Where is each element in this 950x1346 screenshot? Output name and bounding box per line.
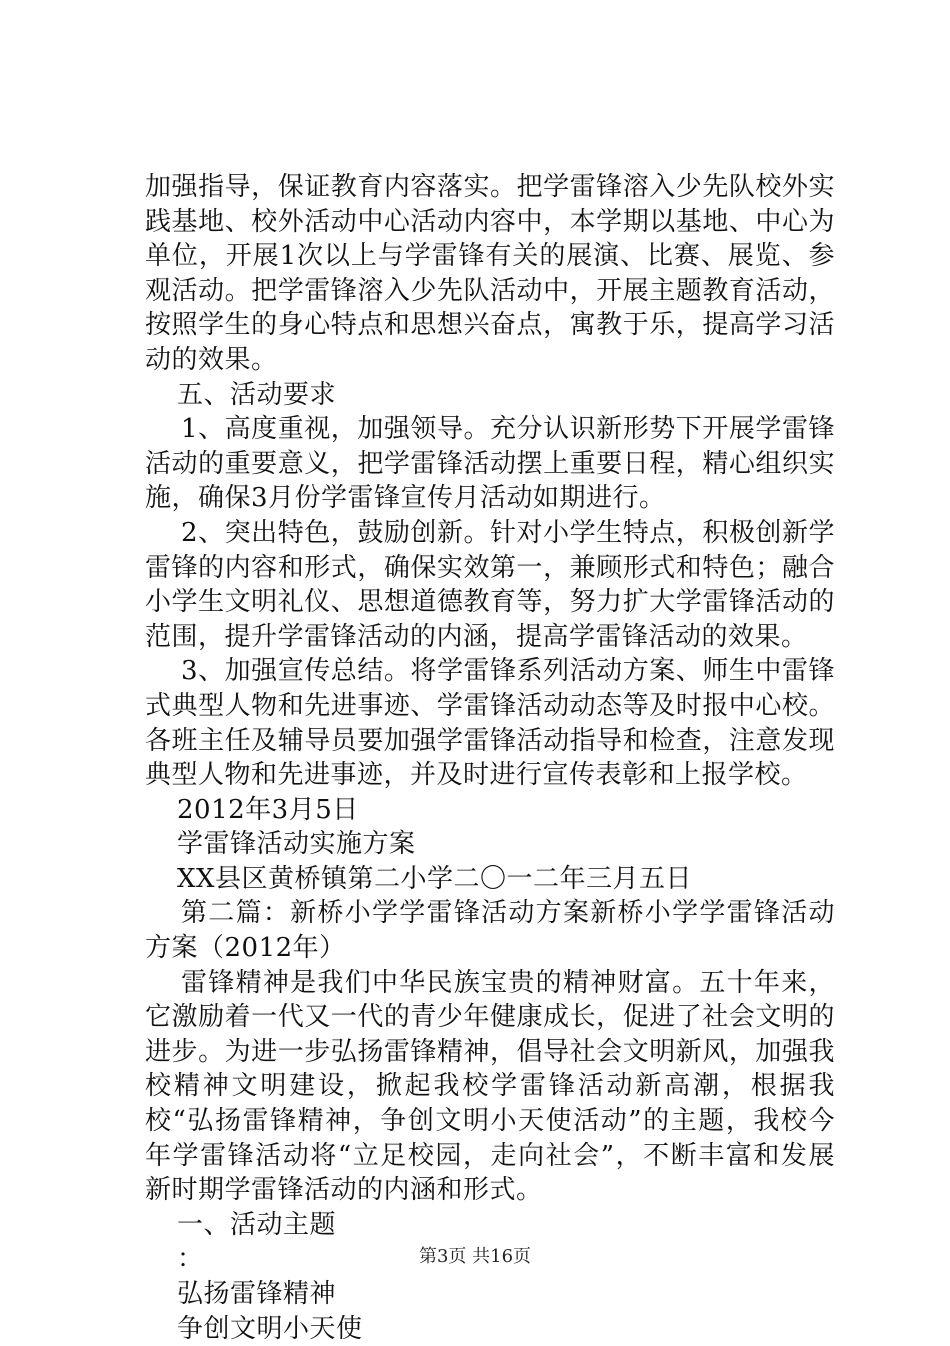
theme-line-1: 弘扬雷锋精神 — [177, 1279, 337, 1309]
chapter-heading: 第二篇：新桥小学学雷锋活动方案新桥小学学雷锋活动方案（2012年） — [145, 898, 835, 964]
paragraph-requirement-1: 1、高度重视，加强领导。充分认识新形势下开展学雷锋活动的重要意义，把学雷锋活动摆上重要日程，精心组织实施，确保3月份学雷锋宣传月活动如期进行。 — [145, 414, 835, 514]
plan-title-line: 学雷锋活动实施方案 — [177, 829, 416, 860]
section-heading-requirements: 五、活动要求 — [177, 379, 337, 410]
signature-line: XX县区黄桥镇第二小学二〇一二年三月五日 — [177, 863, 693, 894]
paragraph-requirement-2: 2、突出特色，鼓励创新。针对小学生特点，积极创新学雷锋的内容和形式，确保实效第一，兼顾形式和特色；融合小学生文明礼仪、思想道德教育等，努力扩大学雷锋活动的范围，提升学雷锋活动的内涵，提高学雷锋活动的效果。 — [145, 517, 835, 652]
colon-line: ： — [177, 1244, 204, 1275]
document-body — [145, 170, 835, 1346]
paragraph-continuation: 加强指导，保证教育内容落实。把学雷锋溶入少先队校外实践基地、校外活动中心活动内容中，本学期以基地、中心为单位，开展1次以上与学雷锋有关的展演、比赛、展览、参观活动。把学雷锋溶入少先队活动中，开展主题教育活动，按照学生的身心特点和思想兴奋点，寓教于乐，提高学习活动的效果。 — [145, 172, 835, 375]
theme-line-2: 争创文明小天使 — [177, 1313, 363, 1344]
page-footer: 第3页 共16页 — [418, 1246, 532, 1267]
paragraph-intro: 雷锋精神是我们中华民族宝贵的精神财富。五十年来，它激励着一代又一代的青少年健康成长，促进了社会文明的进步。为进一步弘扬雷锋精神，倡导社会文明新风，加强我校精神文明建设，掀起我校学雷锋活动新高潮，根据我校“弘扬雷锋精神，争创文明小天使活动”的主题，我校今年学雷锋活动将“立足校园，走向社会”，不断丰富和发展新时期学雷锋活动的内涵和形式。 — [145, 967, 835, 1206]
paragraph-requirement-3: 3、加强宣传总结。将学雷锋系列活动方案、师生中雷锋式典型人物和先进事迹、学雷锋活动动态等及时报中心校。各班主任及辅导员要加强学雷锋活动指导和检查，注意发现典型人物和先进事迹，并及时进行宣传表彰和上报学校。 — [145, 656, 835, 791]
date-line: 2012年3月5日 — [177, 794, 359, 825]
section-heading-theme: 一、活动主题 — [177, 1209, 337, 1240]
